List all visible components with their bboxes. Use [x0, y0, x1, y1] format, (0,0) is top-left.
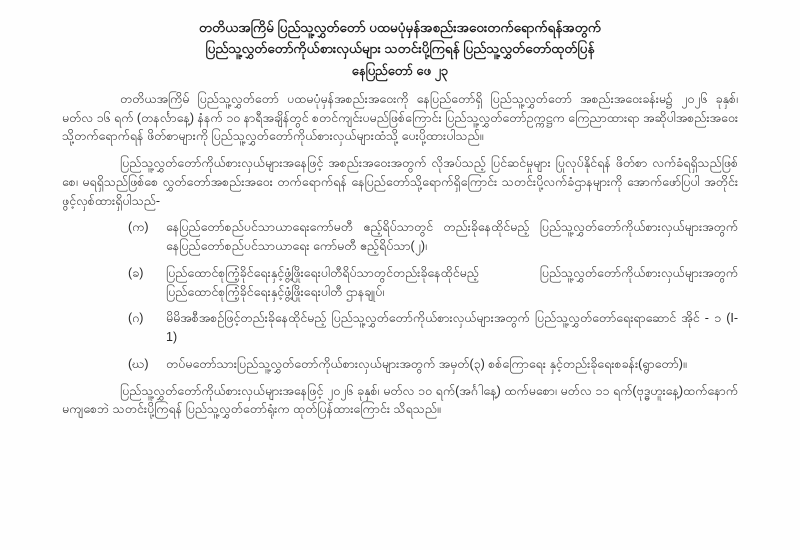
dateline: နေပြည်တော် ဖေ ၂၃ — [351, 62, 449, 78]
document-title — [62, 18, 738, 60]
list-item-text: ပြည်ထောင်စုကြံ့ခိုင်ရေးနှင့်ဖွံ့ဖြိုးရေးပါတီရိပ်သာတွင်တည်းခိုနေထိုင်မည့် ပြည်သူ့လွှတ်တော်ကိုယ်စားလှယ်များအတွက် ပြည်ထောင်စုကြံ့ခိုင်ရေးနှင့်ဖွံ့ဖြိုးရေးပါတီ ဌာနချုပ်၊ — [166, 265, 738, 299]
list-item-label: (ဃ) — [128, 356, 149, 371]
report-station-list — [128, 218, 738, 373]
title-line-2: ပြည်သူ့လွှတ်တော်ကိုယ်စားလှယ်များ သတင်းပို့ကြရန် ပြည်သူ့လွှတ်တော်ထုတ်ပြန် — [205, 40, 595, 56]
list-item-label: (ဂ) — [128, 311, 144, 326]
list-item — [128, 218, 738, 256]
body-paragraph-2: ပြည်သူ့လွှတ်တော်ကိုယ်စားလှယ်များအနေဖြင့် အစည်းအဝေးအတွက် လိုအပ်သည့် ပြင်ဆင်မှုများ ပြုလုပ်နိုင်ရန် ဖိတ်စာ လက်ခံရရှိသည်ဖြစ်စေ၊ မရရှိသည်ဖြစ်စေ လွှတ်တော်အစည်းအဝေး တက်ရောက်ရန် နေပြည်တော်သို့ရောက်ရှိကြောင်း သတင်းပို့လက်ခံဌာနများကို အောက်ဖော်ပြပါ အတိုင်း ဖွင့်လှစ်ထားရှိပါသည်- — [62, 156, 738, 208]
list-item-label: (ခ) — [128, 265, 144, 280]
list-item — [128, 309, 738, 347]
closing-paragraph: ပြည်သူ့လွှတ်တော်ကိုယ်စားလှယ်များအနေဖြင့် ၂၀၂၆ ခုနှစ်၊ မတ်လ ၁၀ ရက်(အင်္ဂါနေ့) ထက်မစော၊ မတ်လ ၁၁ ရက်(ဗုဒ္ဓဟူးနေ့)ထက်နောက်မကျစေဘဲ သတင်းပို့ကြရန် ပြည်သူ့လွှတ်တော်ရုံးက ထုတ်ပြန်ထားကြောင်း သိရသည်။ — [62, 383, 738, 417]
list-item-text: မိမိအစီအစဉ်ဖြင့်တည်းခိုနေထိုင်မည့် ပြည်သူ့လွှတ်တော်ကိုယ်စားလှယ်များအတွက် ပြည်သူ့လွှတ်တော်ရေးရာဆောင် အိုင် - ၁ (I-1) — [166, 311, 738, 345]
list-item — [128, 355, 738, 374]
title-line-1: တတိယအကြိမ် ပြည်သူ့လွှတ်တော် ပထမပုံမှန်အစည်းအဝေးတက်ရောက်ရန်အတွက် — [198, 20, 602, 35]
list-item-text: တပ်မတော်သားပြည်သူ့လွှတ်တော်ကိုယ်စားလှယ်များအတွက် အမှတ်(၃) စစ်ကြောရေး နှင့်တည်းခိုရေးစခန်း(ရွာတော်)။ — [166, 356, 687, 371]
body-paragraph-1: တတိယအကြိမ် ပြည်သူ့လွှတ်တော် ပထမပုံမှန်အစည်းအဝေးကို နေပြည်တော်ရှိ ပြည်သူ့လွှတ်တော် အစည်းအဝေးခန်းမ၌ ၂၀၂၆ ခုနှစ်၊ မတ်လ ၁၆ ရက် (တနင်္လာနေ့) နံနက် ၁၀ နာရီအချိန်တွင် စတင်ကျင်းပမည်ဖြစ်ကြောင်း ပြည်သူ့လွှတ်တော်ဥက္ကဋ္ဌက ကြေညာထားရာ အဆိုပါအစည်းအဝေးသို့တက်ရောက်ရန် ဖိတ်စာများကို ပြည်သူ့လွှတ်တော်ကိုယ်စားလှယ်များထံသို့ ပေးပို့ထားပါသည်။ — [62, 91, 739, 144]
list-item-label: (က) — [128, 220, 149, 235]
list-item-text: နေပြည်တော်စည်ပင်သာယာရေးကော်မတီ ဧည့်ရိပ်သာတွင် တည်းခိုနေထိုင်မည့် ပြည်သူ့လွှတ်တော်ကိုယ်စားလှယ်များအတွက် နေပြည်တော်စည်ပင်သာယာရေး ကော်မတီ ဧည့်ရိပ်သာ(၂)၊ — [166, 220, 738, 254]
list-item — [128, 264, 738, 302]
